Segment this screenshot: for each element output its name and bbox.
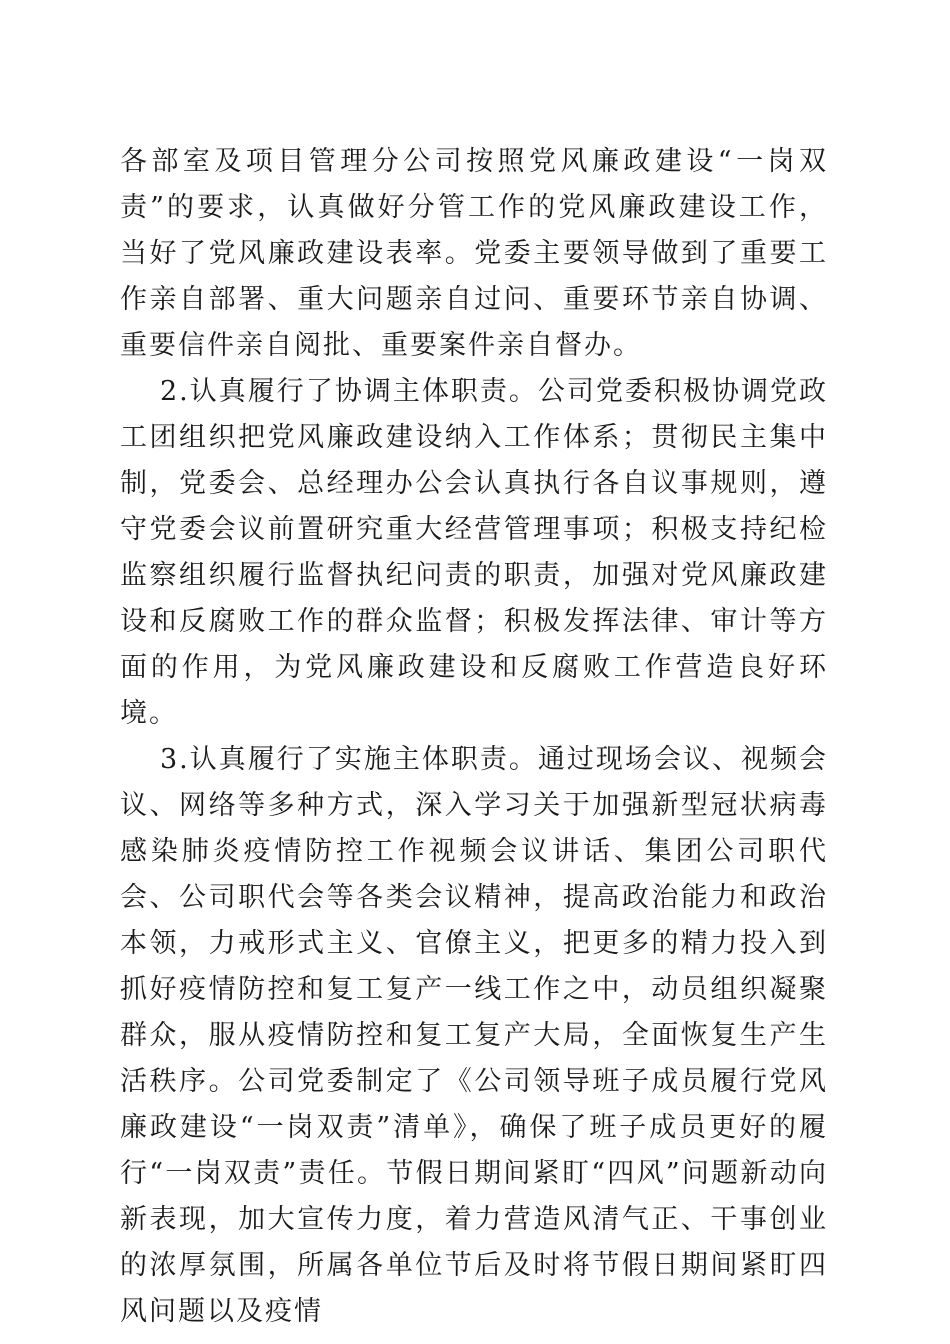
document-body [120,139,828,1335]
paragraph-coordination-duty: 2.认真履行了协调主体职责。公司党委积极协调党政工团组织把党风廉政建设纳入工作体系；贯彻民主集中制，党委会、总经理办公会认真执行各自议事规则，遵守党委会议前置研究重大经营管理事项；积极支持纪检监察组织履行监督执纪问责的职责，加强对党风廉政建设和反腐败工作的群众监督；积极发挥法律、审计等方面的作用，为党风廉政建设和反腐败工作营造良好环境。 [120,376,828,729]
paragraph-implementation-duty: 3.认真履行了实施主体职责。通过现场会议、视频会议、网络等多种方式，深入学习关于加强新型冠状病毒感染肺炎疫情防控工作视频会议讲话、集团公司职代会、公司职代会等各类会议精神，提高政治能力和政治本领，力戒形式主义、官僚主义，把更多的精力投入到抓好疫情防控和复工复产一线工作之中，动员组织凝聚群众，服从疫情防控和复工复产大局，全面恢复生产生活秩序。公司党委制定了《公司领导班子成员履行党风廉政建设“一岗双责”清单》，确保了班子成员更好的履行“一岗双责”责任。节假日期间紧盯“四风”问题新动向新表现，加大宣传力度，着力营造风清气正、干事创业的浓厚氛围，所属各单位节后及时将节假日期间紧盯四风问题以及疫情 [120,744,828,1327]
paragraph-continuation: 各部室及项目管理分公司按照党风廉政建设“一岗双责”的要求，认真做好分管工作的党风廉政建设工作，当好了党风廉政建设表率。党委主要领导做到了重要工作亲自部署、重大问题亲自过问、重要环节亲自协调、重要信件亲自阅批、重要案件亲自督办。 [120,146,828,361]
